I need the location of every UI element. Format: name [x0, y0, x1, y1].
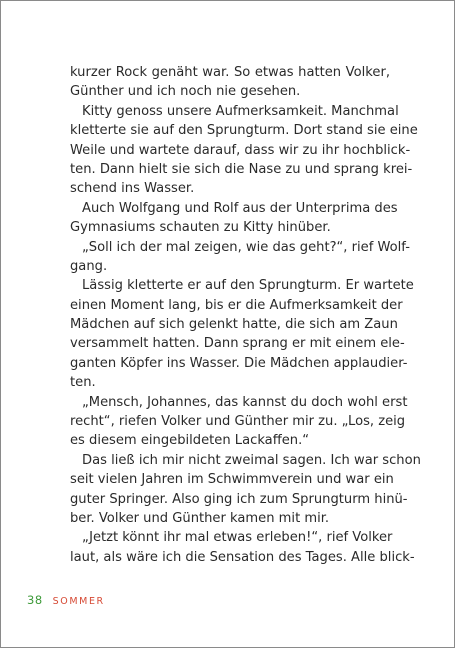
text-line: ganten Köpfer ins Wasser. Die Mädchen applaudier- — [70, 355, 408, 371]
text-line: recht“, riefen Volker und Günther mir zu. „Los, zeig — [70, 414, 406, 430]
text-line: „Jetzt könnt ihr mal etwas erleben!“, rief Volker — [82, 530, 393, 546]
text-line: Auch Wolfgang und Rolf aus der Unterprima des — [82, 200, 398, 216]
text-line: einen Moment lang, bis er die Aufmerksamkeit der — [70, 297, 403, 313]
text-line: Weile und wartete darauf, dass wir zu ihr hochblick- — [70, 142, 411, 158]
text-line: ber. Volker und Günther kamen mit mir. — [70, 510, 330, 526]
body-text — [70, 63, 421, 567]
text-line: guter Springer. Also ging ich zum Sprungturm hinü- — [70, 491, 408, 507]
text-line: Das ließ ich mir nicht zweimal sagen. Ich war schon — [82, 452, 421, 468]
text-line: gang. — [70, 258, 108, 274]
text-line: Lässig kletterte er auf den Sprungturm. Er wartete — [82, 278, 414, 294]
text-line: ten. Dann hielt sie sich die Nase zu und sprang krei- — [70, 161, 413, 177]
text-line: Mädchen auf sich gelenkt hatte, die sich am Zaun — [70, 317, 398, 333]
text-line: kletterte sie auf den Sprungturm. Dort stand sie eine — [70, 123, 418, 139]
text-line: kurzer Rock genäht war. So etwas hatten Volker, — [70, 65, 390, 80]
text-line: Gymnasiums schauten zu Kitty hinüber. — [70, 220, 331, 236]
section-title: SOMMER — [52, 596, 105, 607]
text-line: es diesem eingebildeten Lackaffen.“ — [70, 433, 310, 449]
text-line: „Soll ich der mal zeigen, wie das geht?“, rief Wolf- — [82, 239, 410, 255]
text-line: laut, als wäre ich die Sensation des Tages. Alle blick- — [70, 549, 415, 565]
text-line: Kitty genoss unsere Aufmerksamkeit. Manchmal — [82, 103, 399, 119]
page-number: 38 — [27, 593, 43, 607]
text-line: schend ins Wasser. — [70, 181, 195, 197]
text-line: Günther und ich noch nie gesehen. — [70, 84, 301, 100]
text-line: ten. — [70, 375, 96, 391]
text-line: „Mensch, Johannes, das kannst du doch wohl erst — [82, 394, 408, 410]
page-footer — [27, 593, 105, 607]
text-line: versammelt hatten. Dann sprang er mit einem ele- — [70, 336, 405, 352]
text-line: seit vielen Jahren im Schwimmverein und war ein — [70, 472, 394, 488]
